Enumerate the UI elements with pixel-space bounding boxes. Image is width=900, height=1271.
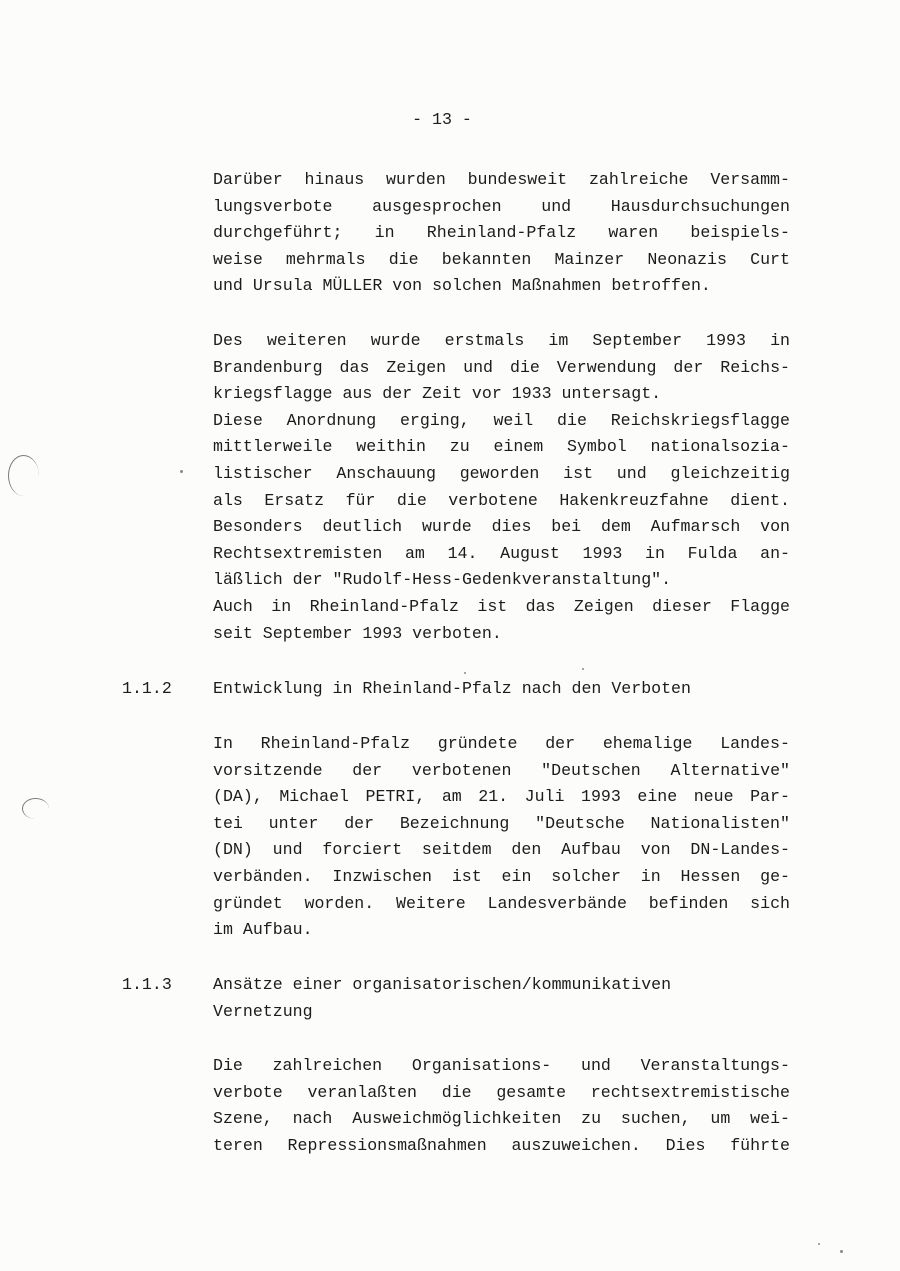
word: durchgeführt;	[213, 223, 343, 243]
text-line: und Ursula MÜLLER von solchen Maßnahmen betroffen.	[213, 276, 711, 296]
word: zu	[581, 1109, 602, 1129]
word: verbote	[213, 1082, 283, 1102]
word: zahlreichen	[272, 1056, 383, 1075]
word: Veranstaltungs-	[640, 1056, 790, 1075]
word: ge-	[760, 866, 790, 886]
word: gründet	[213, 893, 283, 913]
word: Bezeichnung	[399, 813, 510, 833]
word: und	[272, 840, 303, 860]
word: PETRI,	[365, 787, 426, 807]
word: gleichzeitig	[670, 463, 790, 483]
word: (DA),	[213, 787, 263, 807]
text-line	[213, 784, 790, 811]
word: in	[645, 543, 665, 563]
word: verbotene	[448, 490, 538, 510]
word: suchen,	[620, 1109, 691, 1129]
word: dies	[491, 517, 532, 537]
word: "Deutsche	[535, 813, 625, 833]
word: im	[548, 331, 569, 350]
word: Ersatz	[264, 490, 325, 510]
word: Diese	[213, 410, 263, 430]
word: bekannten	[441, 249, 532, 269]
word: solcher	[551, 866, 621, 886]
word: deutlich	[322, 517, 403, 537]
text-line	[213, 514, 790, 541]
word: Rechtsextremisten	[213, 543, 383, 563]
word: Anschauung	[336, 463, 436, 483]
word: Landesverbände	[487, 893, 627, 913]
word: September	[592, 331, 683, 350]
word: Verwendung	[556, 357, 657, 377]
word: ist	[451, 866, 482, 886]
word: dient.	[730, 490, 790, 510]
word: in	[374, 223, 395, 243]
word: weil	[493, 410, 534, 430]
word: lungsverbote	[213, 196, 333, 216]
word: Inzwischen	[332, 866, 433, 886]
word: Flagge	[730, 596, 790, 616]
word: für	[345, 490, 376, 510]
word: Weitere	[396, 893, 466, 913]
word: dieser	[652, 596, 712, 616]
word: veranlaßten	[307, 1082, 417, 1102]
word: hinaus	[304, 170, 365, 189]
word: auszuweichen.	[511, 1135, 641, 1155]
word: Alternative"	[670, 760, 790, 780]
text-line	[213, 408, 790, 435]
word: mittlerweile	[213, 437, 333, 457]
word: gründete	[437, 734, 518, 753]
word: und	[541, 196, 572, 216]
text-line	[213, 220, 790, 247]
text-line	[213, 837, 790, 864]
word: wurde	[370, 331, 421, 350]
word: geworden	[459, 463, 540, 483]
word: Rheinland-Pfalz	[426, 223, 577, 243]
word: die	[388, 249, 419, 269]
word: Mainzer	[554, 249, 625, 269]
word: ausgesprochen	[372, 196, 502, 216]
word: ehemalige	[602, 734, 693, 753]
word: einem	[493, 437, 544, 457]
section-number: 1.1.2	[122, 679, 172, 698]
word: Symbol	[567, 437, 627, 457]
text-line	[213, 731, 790, 758]
text-line: kriegsflagge aus der Zeit vor 1933 untersagt.	[213, 384, 662, 404]
word: DN-Landes-	[690, 840, 790, 860]
word: an-	[760, 543, 790, 563]
word: neue	[693, 787, 734, 807]
word: um	[710, 1109, 731, 1129]
word: 14.	[447, 543, 478, 563]
word: der	[352, 760, 383, 780]
word: rechtsextremistische	[590, 1082, 790, 1102]
text-line	[213, 594, 790, 621]
word: zahlreiche	[588, 170, 689, 189]
word: "Deutschen	[541, 760, 641, 780]
word: nach	[292, 1109, 333, 1129]
scan-speck	[464, 672, 466, 674]
word: in	[271, 596, 292, 616]
scan-mark	[22, 798, 49, 819]
word: von	[760, 517, 790, 537]
word: sich	[750, 893, 790, 913]
word: nationalsozia-	[650, 437, 790, 457]
word: Reichskriegsflagge	[610, 410, 790, 430]
text-line	[213, 1080, 790, 1107]
word: das	[339, 357, 370, 377]
word: Aufbau	[561, 840, 621, 860]
word: mehrmals	[285, 249, 366, 269]
word: und	[463, 357, 493, 377]
word: Auch	[213, 596, 253, 616]
word: Brandenburg	[213, 357, 323, 377]
text-line	[213, 461, 790, 488]
text-line: läßlich der "Rudolf-Hess-Gedenkveranstaltung".	[213, 570, 672, 590]
word: eine	[637, 787, 678, 807]
word: 1993	[582, 543, 623, 563]
word: und	[616, 463, 647, 483]
word: seitdem	[421, 840, 492, 860]
word: Repressionsmaßnahmen	[287, 1135, 487, 1155]
paragraph-1	[213, 167, 790, 300]
text-line	[213, 758, 790, 785]
scan-speck	[180, 470, 183, 473]
word: Organisations-	[411, 1056, 552, 1075]
word: erging,	[399, 410, 470, 430]
word: Ausweichmöglichkeiten	[352, 1109, 562, 1129]
word: Die	[213, 1056, 243, 1075]
section-number: 1.1.3	[122, 975, 172, 994]
word: verbänden.	[213, 866, 313, 886]
word: Rheinland-Pfalz	[309, 596, 459, 616]
word: in	[770, 331, 790, 350]
text-line	[213, 1053, 790, 1080]
word: der	[545, 734, 576, 753]
word: verbotenen	[411, 760, 512, 780]
word: listischer	[213, 463, 313, 483]
word: befinden	[648, 893, 729, 913]
word: Juli	[524, 787, 565, 807]
word: weise	[213, 249, 263, 269]
word: weithin	[356, 437, 426, 457]
text-line	[213, 864, 790, 891]
text-line	[213, 891, 790, 918]
text-line	[213, 167, 790, 194]
word: beispiels-	[690, 223, 790, 243]
word: In	[213, 734, 233, 753]
text-line: seit September 1993 verboten.	[213, 623, 502, 643]
word: wurden	[386, 170, 446, 189]
word: Besonders	[213, 517, 303, 537]
text-line	[213, 434, 790, 461]
word: Curt	[750, 249, 790, 269]
word: erstmals	[444, 331, 525, 350]
word: Szene,	[213, 1109, 273, 1129]
word: waren	[608, 223, 659, 243]
text-line	[213, 328, 790, 355]
word: wurde	[421, 517, 472, 537]
word: als	[213, 490, 243, 510]
paragraph-2	[213, 328, 790, 647]
word: weiteren	[266, 331, 347, 350]
word: worden.	[304, 893, 375, 913]
word: zu	[449, 437, 470, 457]
word: Hausdurchsuchungen	[610, 196, 790, 216]
word: die	[441, 1082, 472, 1102]
word: Zeigen	[573, 596, 634, 616]
word: dem	[600, 517, 631, 537]
paragraph-4	[213, 1053, 790, 1159]
section-heading: Entwicklung in Rheinland-Pfalz nach den Verboten	[213, 679, 691, 698]
word: Neonazis	[647, 249, 727, 269]
section-heading	[213, 972, 790, 1025]
word: unter	[268, 813, 319, 833]
word: teren	[213, 1135, 263, 1155]
word: 1993	[581, 787, 621, 807]
scan-speck	[818, 1243, 820, 1245]
word: von	[640, 840, 671, 860]
word: am	[441, 787, 462, 807]
word: 21.	[478, 787, 509, 807]
section-heading-line: Ansätze einer organisatorischen/kommunikativen	[213, 975, 672, 994]
word: Michael	[279, 787, 350, 807]
word: den	[511, 840, 542, 860]
word: Fulda	[687, 543, 738, 563]
word: Anordnung	[286, 410, 377, 430]
word: führte	[730, 1135, 790, 1155]
word: die	[509, 357, 540, 377]
word: bundesweit	[467, 170, 568, 189]
word: wei-	[750, 1109, 790, 1129]
word: Rheinland-Pfalz	[260, 734, 411, 753]
text-line	[213, 247, 790, 274]
word: Hessen	[680, 866, 741, 886]
text-line: im Aufbau.	[213, 920, 313, 940]
word: Darüber	[213, 170, 283, 189]
text-line	[213, 488, 790, 515]
paragraph-3	[213, 731, 790, 944]
word: gesamte	[496, 1082, 567, 1102]
text-line	[213, 1106, 790, 1133]
word: Nationalisten"	[650, 813, 790, 833]
word: Zeigen	[386, 357, 447, 377]
text-line	[213, 194, 790, 221]
word: Par-	[750, 787, 790, 807]
scan-mark	[8, 455, 39, 496]
word: forciert	[322, 840, 403, 860]
word: in	[640, 866, 661, 886]
word: der	[673, 357, 704, 377]
word: Dies	[665, 1135, 706, 1155]
word: ist	[477, 596, 508, 616]
text-line	[213, 355, 790, 382]
word: ist	[563, 463, 594, 483]
word: Landes-	[720, 734, 790, 753]
text-line	[213, 541, 790, 568]
scan-speck	[582, 668, 584, 670]
word: und	[581, 1056, 611, 1075]
text-line	[213, 1133, 790, 1160]
word: vorsitzende	[213, 760, 323, 780]
word: der	[344, 813, 375, 833]
word: ein	[501, 866, 532, 886]
page-number: - 13 -	[412, 110, 472, 129]
word: die	[557, 410, 587, 430]
word: am	[404, 543, 425, 563]
word: das	[525, 596, 556, 616]
scan-speck	[840, 1250, 843, 1253]
word: (DN)	[213, 840, 253, 860]
text-line	[213, 811, 790, 838]
word: Des	[213, 331, 243, 350]
word: August	[500, 543, 560, 563]
word: 1993	[706, 331, 746, 350]
word: Aufmarsch	[650, 517, 741, 537]
word: die	[396, 490, 427, 510]
word: bei	[551, 517, 582, 537]
word: tei	[213, 813, 243, 833]
word: Versamm-	[710, 170, 790, 189]
section-heading-line: Vernetzung	[213, 1001, 313, 1021]
word: Reichs-	[720, 357, 790, 377]
word: Hakenkreuzfahne	[559, 490, 709, 510]
